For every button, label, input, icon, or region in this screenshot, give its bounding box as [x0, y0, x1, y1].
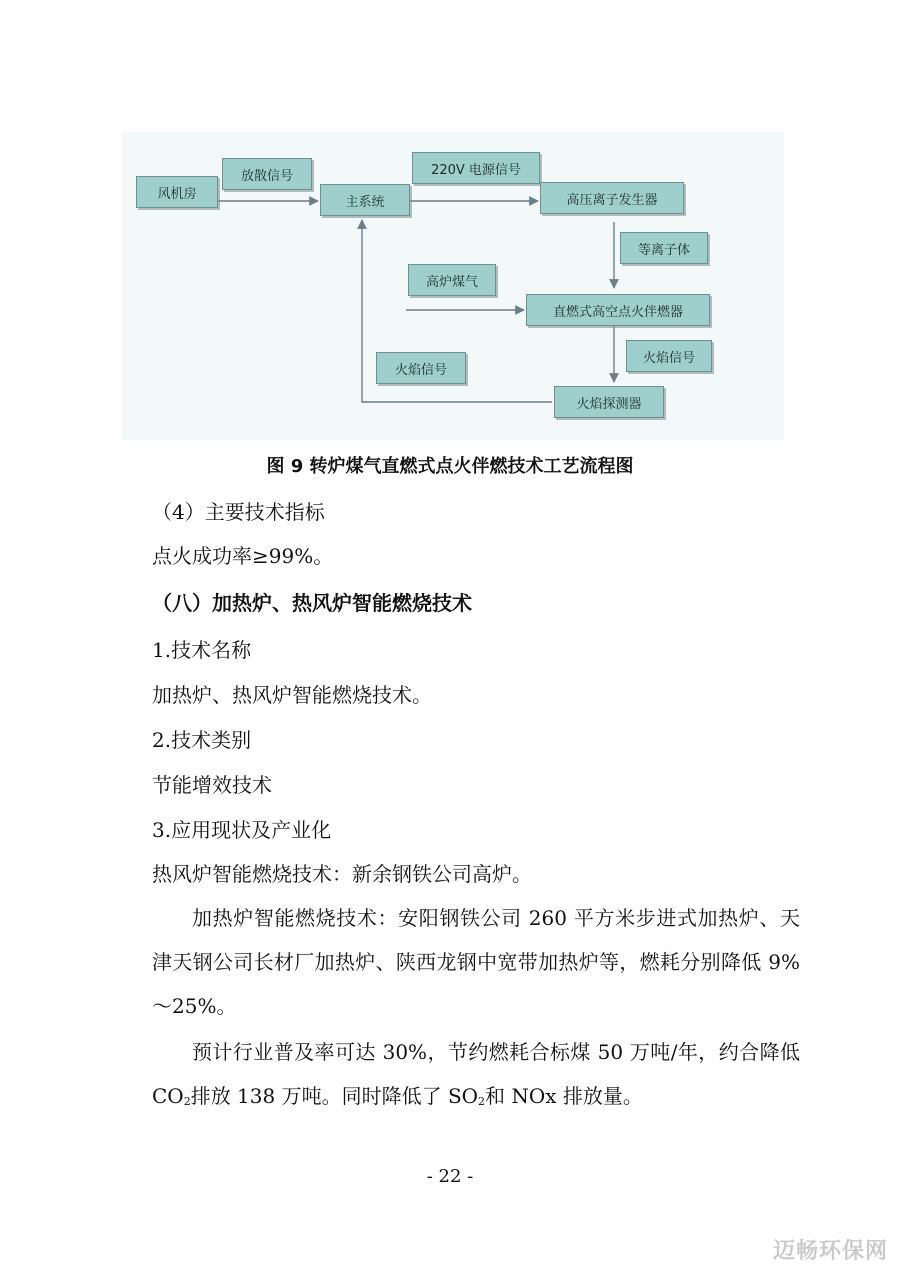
subheading-key-indicators: （4）主要技术指标	[152, 500, 325, 524]
label-tech-category: 2.技术类别	[152, 728, 252, 752]
node-bf-gas: 高炉煤气	[408, 264, 496, 296]
node-main-system: 主系统	[320, 184, 410, 216]
node-flame-signal-right: 火焰信号	[626, 340, 712, 372]
indicator-value: 点火成功率≥99%。	[152, 544, 334, 568]
node-plasma: 等离子体	[620, 232, 708, 264]
paragraph-heating-furnace: 加热炉智能燃烧技术：安阳钢铁公司 260 平方米步进式加热炉、天津天钢公司长材厂加热炉、陕西龙钢中宽带加热炉等，燃耗分别降低 9%～25%。	[152, 906, 800, 1018]
application-hot-stove: 热风炉智能燃烧技术：新余钢铁公司高炉。	[152, 862, 532, 886]
benefit-text-a: 预计行业普及率可达 30%，节约燃耗合标煤 50 万吨/年，约合降低 CO	[152, 1040, 800, 1108]
watermark: 迈畅环保网	[772, 1239, 888, 1264]
node-fan-room: 风机房	[136, 176, 218, 208]
label-application-status: 3.应用现状及产业化	[152, 818, 332, 842]
paragraph-expected-benefit	[152, 1030, 800, 1124]
tech-category-value: 节能增效技术	[152, 773, 272, 797]
node-power-signal: 220V 电源信号	[412, 152, 540, 184]
section-heading: （八）加热炉、热风炉智能燃烧技术	[152, 591, 472, 615]
node-flame-signal-left: 火焰信号	[376, 352, 466, 384]
page-number: - 22 -	[426, 1166, 474, 1187]
flow-diagram	[122, 132, 784, 440]
tech-name-value: 加热炉、热风炉智能燃烧技术。	[152, 683, 432, 707]
co2-subscript: 2	[183, 1095, 191, 1108]
node-flame-detector: 火焰探测器	[554, 386, 664, 418]
node-ion-generator: 高压离子发生器	[540, 182, 684, 214]
benefit-text-c: 和 NOx 排放量。	[485, 1084, 643, 1108]
benefit-text-b: 排放 138 万吨。同时降低了 SO	[190, 1084, 479, 1108]
node-signal-release: 放散信号	[222, 158, 312, 190]
label-tech-name: 1.技术名称	[152, 638, 252, 662]
so2-subscript: 2	[478, 1095, 486, 1108]
node-burner: 直燃式高空点火伴燃器	[526, 294, 710, 326]
figure-caption: 图 9 转炉煤气直燃式点火伴燃技术工艺流程图	[266, 456, 634, 477]
